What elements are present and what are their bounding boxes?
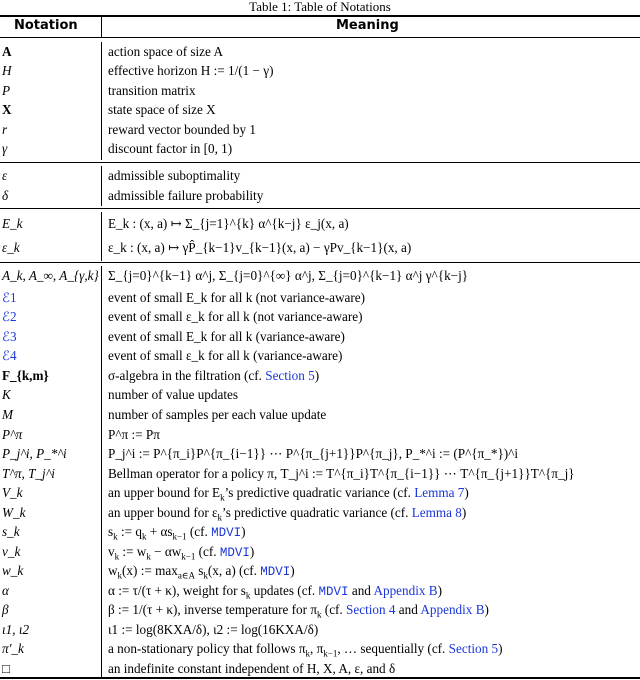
notation-cell: π'_k — [2, 641, 24, 656]
header-notation: Notation — [14, 18, 78, 33]
table-row — [0, 100, 640, 119]
meaning-cell: an indefinite constant independent of H, X, A, ε, and δ — [108, 661, 396, 676]
notation-cell[interactable]: ℰ3 — [2, 329, 17, 344]
lemma-7-link[interactable]: Lemma 7 — [414, 485, 465, 500]
notation-cell: P_j^i, P_*^i — [2, 446, 67, 461]
table-row — [0, 186, 640, 205]
table-row — [0, 307, 640, 326]
notation-cell: V_k — [2, 485, 23, 500]
notation-cell: P^π — [2, 427, 23, 442]
meaning-cell: $v_k$ := $w_k - \alpha w_{k-1}$ (cf. MDVI) — [108, 544, 255, 562]
table-row — [0, 425, 640, 444]
notation-cell[interactable]: ℰ4 — [2, 348, 17, 363]
table-row — [0, 522, 640, 541]
notation-cell: ε — [2, 168, 8, 183]
table-row — [0, 42, 640, 61]
table-row — [0, 581, 640, 600]
meaning-cell: β := 1/(τ + κ), inverse temperature for $\pi_k$ (cf. Section 4 and Appendix B) — [108, 602, 489, 620]
meaning-cell: number of value updates — [108, 387, 239, 402]
meaning-cell: ι1 := log(8KXA/δ), ι2 := log(16KXA/δ) — [108, 622, 319, 637]
meaning-cell: event of small ε_k for all k (variance-aware) — [108, 348, 343, 363]
notation-cell: A — [2, 44, 12, 59]
meaning-cell: event of small E_k for all k (not variance-aware) — [108, 290, 366, 305]
table-row — [0, 120, 640, 139]
table-row — [0, 214, 640, 233]
column-divider — [101, 16, 102, 37]
notation-cell: v_k — [2, 544, 21, 559]
meaning-cell: α := τ/(τ + κ), weight for $s_k$ updates (cf. MDVI and Appendix B) — [108, 583, 442, 601]
top-rule — [0, 15, 640, 17]
meaning-cell: state space of size X — [108, 102, 216, 117]
notation-cell: X — [2, 102, 12, 117]
notation-cell: A_k, A_∞, A_{γ,k} — [2, 268, 99, 283]
table-row — [0, 600, 640, 619]
group-rule — [0, 262, 640, 263]
table-row — [0, 366, 640, 385]
meaning-cell: admissible failure probability — [108, 188, 264, 203]
mdvi-link[interactable]: MDVI — [211, 526, 242, 540]
table-row — [0, 542, 640, 561]
group-rule — [0, 162, 640, 163]
table-row — [0, 620, 640, 639]
table-row — [0, 266, 640, 285]
meaning-cell: reward vector bounded by 1 — [108, 122, 256, 137]
notation-cell: α — [2, 583, 9, 598]
notation-cell: P — [2, 83, 11, 98]
table-row — [0, 166, 640, 185]
meaning-cell: discount factor in [0, 1) — [108, 141, 233, 156]
meaning-cell: ε_k : (x, a) ↦ γP̂_{k−1}v_{k−1}(x, a) − γPv_{k−1}(x, a) — [108, 240, 412, 255]
section-4-link[interactable]: Section 4 — [346, 602, 396, 617]
table-caption: Table 1: Table of Notations — [249, 0, 391, 14]
notation-cell: r — [2, 122, 8, 137]
notation-cell: δ — [2, 188, 9, 203]
meaning-cell: admissible suboptimality — [108, 168, 241, 183]
notation-cell: F_{k,m} — [2, 368, 49, 383]
meaning-cell: transition matrix — [108, 83, 196, 98]
notation-cell[interactable]: ℰ1 — [2, 290, 17, 305]
notation-cell: M — [2, 407, 13, 422]
table-row — [0, 483, 640, 502]
notation-cell: ε_k — [2, 240, 20, 255]
table-row — [0, 238, 640, 257]
notation-cell: W_k — [2, 505, 26, 520]
meaning-cell: σ-algebra in the filtration (cf. Section 5) — [108, 368, 320, 383]
header-meaning: Meaning — [336, 18, 399, 33]
notation-cell: β — [2, 602, 9, 617]
notation-cell: E_k — [2, 216, 23, 231]
group-rule — [0, 208, 640, 209]
notation-cell: H — [2, 63, 12, 78]
table-row — [0, 464, 640, 483]
notation-cell: s_k — [2, 524, 20, 539]
meaning-cell: Bellman operator for a policy π, T_j^i := T^{π_i}T^{π_{i−1}} ⋯ T^{π_{j+1}}T^{π_j} — [108, 466, 575, 481]
lemma-8-link[interactable]: Lemma 8 — [411, 505, 462, 520]
notation-cell: T^π, T_j^i — [2, 466, 55, 481]
mdvi-link[interactable]: MDVI — [318, 585, 349, 599]
notation-cell: ι1, ι2 — [2, 622, 30, 637]
table-row — [0, 288, 640, 307]
mdvi-link[interactable]: MDVI — [260, 565, 291, 579]
table-row — [0, 639, 640, 658]
table-row — [0, 61, 640, 80]
notation-cell: K — [2, 387, 11, 402]
notation-cell: γ — [2, 141, 8, 156]
section-5-link[interactable]: Section 5 — [448, 641, 499, 656]
meaning-cell: event of small E_k for all k (variance-aware) — [108, 329, 345, 344]
meaning-cell: a non-stationary policy that follows $\pi_k$, $\pi_{k-1}$, … sequentially (cf. Section 5) — [108, 641, 503, 659]
meaning-cell: Σ_{j=0}^{k−1} α^j, Σ_{j=0}^{∞} α^j, Σ_{j=0}^{k−1} α^j γ^{k−j} — [108, 268, 469, 283]
appendix-b-link[interactable]: Appendix B — [420, 602, 485, 617]
table-row — [0, 346, 640, 365]
notation-cell: w_k — [2, 563, 24, 578]
meaning-cell: number of samples per each value update — [108, 407, 327, 422]
meaning-cell: action space of size A — [108, 44, 223, 59]
meaning-cell: an upper bound for $E_k’s$ predictive quadratic variance (cf. Lemma 7) — [108, 485, 469, 503]
section-5-link[interactable]: Section 5 — [265, 368, 315, 383]
meaning-cell: effective horizon H := 1/(1 − γ) — [108, 63, 274, 78]
table-row — [0, 327, 640, 346]
table-row — [0, 659, 640, 678]
mdvi-link[interactable]: MDVI — [219, 546, 250, 560]
meaning-cell: event of small ε_k for all k (not variance-aware) — [108, 309, 363, 324]
notation-cell[interactable]: ℰ2 — [2, 309, 17, 324]
meaning-cell: an upper bound for $\varepsilon_k’s$ predictive quadratic variance (cf. Lemma 8) — [108, 505, 467, 523]
notation-cell: □ — [2, 661, 10, 676]
table-row — [0, 503, 640, 522]
meaning-cell: E_k : (x, a) ↦ Σ_{j=1}^{k} α^{k−j} ε_j(x, a) — [108, 216, 349, 231]
appendix-b-link[interactable]: Appendix B — [373, 583, 438, 598]
meaning-cell: $s_k$ := $q_k + \alpha s_{k-1}$ (cf. MDVI) — [108, 524, 246, 542]
table-row — [0, 385, 640, 404]
table-row — [0, 81, 640, 100]
table-row — [0, 561, 640, 580]
table-row — [0, 139, 640, 158]
table-row — [0, 405, 640, 424]
meaning-cell: $w_k(x)$ := $\max_{a\in A} s_k(x$, a) (cf. MDVI) — [108, 563, 295, 581]
header-rule — [0, 37, 640, 38]
meaning-cell: P_j^i := P^{π_i}P^{π_{i−1}} ⋯ P^{π_{j+1}}P^{π_j}, P_*^i := (P^{π_*})^i — [108, 446, 519, 461]
table-row — [0, 444, 640, 463]
bottom-rule — [0, 677, 640, 679]
meaning-cell: P^π := Pπ — [108, 427, 160, 442]
